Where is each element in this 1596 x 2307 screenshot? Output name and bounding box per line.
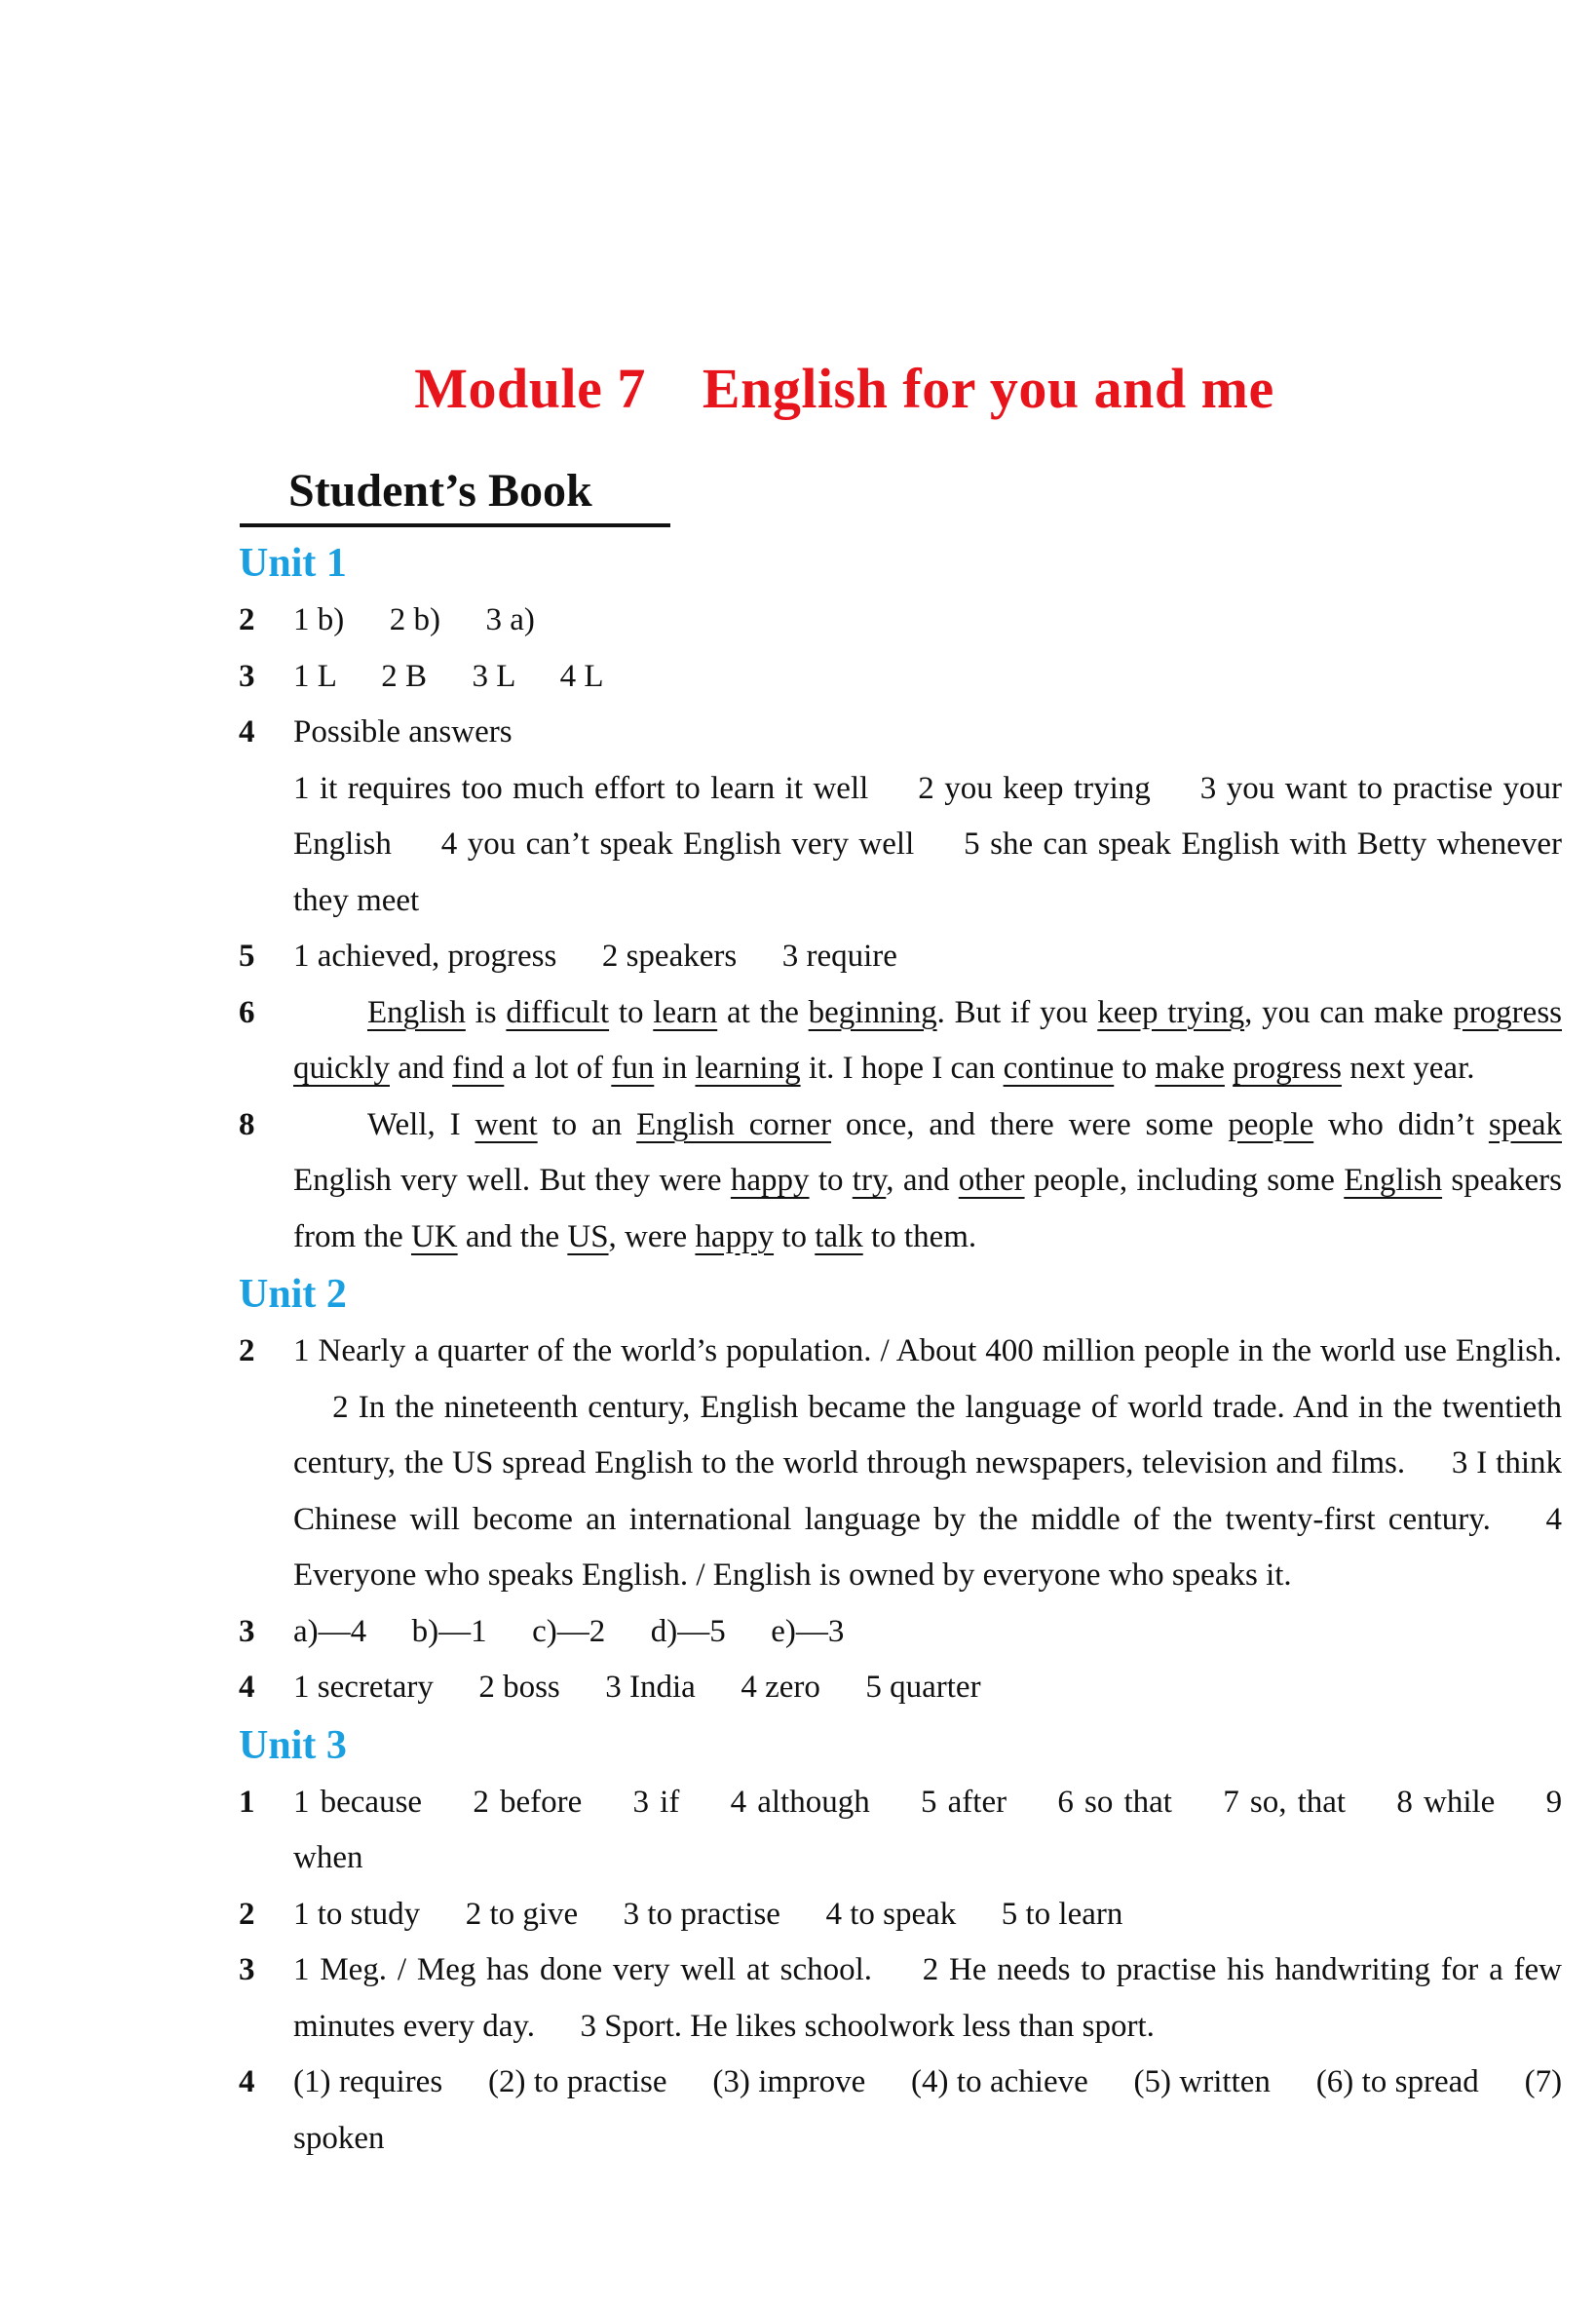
underlined-word: difficult — [506, 994, 610, 1030]
answer-part: 5 she can speak English with Betty whenever they meet — [293, 827, 1563, 918]
answer-part: 2 B — [381, 658, 427, 694]
answer-part: (2) to practise — [487, 2064, 667, 2099]
answer-content — [239, 534, 1562, 2167]
answer-part: 3 I think Chinese will become an international language by the middle of the twenty-first century. — [293, 1445, 1563, 1537]
answer-part: 1 achieved, progress — [293, 939, 557, 974]
answer-item — [239, 1660, 1562, 1716]
answer-part: 8 while — [1396, 1784, 1496, 1820]
underlined-word: try — [852, 1163, 887, 1198]
underlined-word: went — [475, 1106, 538, 1142]
text-segment: it. I hope I can — [800, 1051, 1004, 1086]
answer-part: 4 you can’t speak English very well — [440, 827, 915, 862]
underlined-word: people — [1228, 1106, 1314, 1142]
answer-part: 2 speakers — [601, 939, 738, 974]
underlined-word: US — [567, 1218, 609, 1254]
text-segment: English very well. But they were — [293, 1163, 731, 1198]
underlined-word: make — [1155, 1051, 1225, 1086]
answer-part: c)—2 — [532, 1613, 606, 1649]
answer-part: b)—1 — [411, 1613, 487, 1649]
answer-text — [293, 985, 1562, 1097]
answer-item — [239, 593, 1562, 649]
underlined-word: find — [452, 1051, 505, 1086]
text-segment: to an — [537, 1106, 637, 1142]
answer-text — [293, 1604, 1562, 1661]
answer-part: 2 In the nineteenth century, English became the language of world trade. And in the twentieth century, the US spread English to the world through newspapers, television and films. — [293, 1389, 1562, 1480]
text-segment: . But if you — [936, 994, 1098, 1030]
underlined-word: fun — [611, 1051, 655, 1086]
underlined-word: continue — [1003, 1051, 1115, 1086]
answer-part: 1 to study — [293, 1896, 421, 1932]
text-segment: to — [1114, 1051, 1156, 1086]
section-heading — [240, 464, 670, 527]
answer-part: (3) improve — [712, 2064, 866, 2099]
answer-item — [239, 2055, 1562, 2167]
section-heading-text: Student’s Book — [288, 465, 592, 517]
unit-section — [239, 1265, 1562, 1716]
answer-part: 1 because — [293, 1784, 423, 1820]
answer-part: e)—3 — [771, 1613, 845, 1649]
answer-part: (5) written — [1133, 2064, 1271, 2099]
answer-part: 5 after — [921, 1784, 1007, 1820]
answer-part: 3 Sport. He likes schoolwork less than sport. — [580, 2008, 1155, 2044]
answer-part: 4 L — [559, 658, 604, 694]
answer-part: 1 L — [293, 658, 336, 694]
underlined-word: UK — [410, 1218, 458, 1254]
module-title — [0, 356, 1596, 421]
module-number: Module 7 — [414, 357, 646, 420]
text-segment: to — [609, 994, 654, 1030]
question-number: 2 — [239, 1896, 255, 1932]
answer-text — [293, 593, 1562, 649]
answer-part: 3 if — [632, 1784, 680, 1820]
question-number: 6 — [239, 994, 255, 1030]
text-segment: once, and there were some — [831, 1106, 1229, 1142]
answer-part: 1 b) — [293, 602, 345, 637]
answer-text — [293, 929, 1562, 985]
answer-part: 2 before — [473, 1784, 583, 1820]
question-number: 4 — [239, 714, 255, 750]
answer-part: 2 He needs to practise his handwriting for a few minutes every day. — [293, 1952, 1563, 2044]
question-number: 5 — [239, 939, 255, 974]
unit-heading: Unit 3 — [239, 1722, 347, 1768]
underlined-word: talk — [815, 1218, 863, 1254]
question-number: 8 — [239, 1106, 255, 1142]
text-segment: , were — [608, 1218, 696, 1254]
answer-text — [293, 1775, 1562, 1887]
underlined-word: learning — [695, 1051, 801, 1086]
text-segment: to — [774, 1218, 816, 1254]
underlined-word: other — [958, 1163, 1025, 1198]
text-segment: and — [389, 1051, 453, 1086]
answer-part: 2 to give — [465, 1896, 579, 1932]
underlined-word: progress — [1233, 1051, 1342, 1086]
answer-text — [293, 705, 1562, 761]
answer-part: (4) to achieve — [911, 2064, 1088, 2099]
answer-item — [239, 761, 1562, 930]
answer-part: 4 Everyone who speaks English. / English is owned by everyone who speaks it. — [293, 1501, 1563, 1593]
question-number: 4 — [239, 1670, 255, 1705]
answer-item — [239, 1887, 1562, 1943]
answer-part: a)—4 — [293, 1613, 367, 1649]
answer-part: 3 L — [472, 658, 515, 694]
unit-section — [239, 1716, 1562, 2168]
text-segment: next year. — [1341, 1051, 1475, 1086]
answer-item — [239, 649, 1562, 706]
answer-part: 7 so, that — [1223, 1784, 1347, 1820]
answer-part: 5 to learn — [1001, 1896, 1123, 1932]
text-segment: and the — [457, 1218, 568, 1254]
text-segment: is — [465, 994, 507, 1030]
text-segment: speakers from the — [293, 1163, 1562, 1254]
unit-heading: Unit 1 — [239, 541, 347, 586]
answer-part: 9 when — [293, 1784, 1563, 1875]
answer-text — [293, 1097, 1562, 1266]
question-number: 2 — [239, 602, 255, 637]
answer-part: 1 Nearly a quarter of the world’s population. / About 400 million people in the world use English. — [293, 1333, 1562, 1368]
answer-part: 2 boss — [478, 1670, 560, 1705]
question-number: 2 — [239, 1333, 255, 1368]
text-segment: , you can make — [1244, 994, 1454, 1030]
answer-item — [239, 705, 1562, 761]
question-number: 3 — [239, 1613, 255, 1649]
underlined-word: progress — [1453, 994, 1562, 1030]
text-segment: , and — [886, 1163, 959, 1198]
answer-part: 4 zero — [741, 1670, 820, 1705]
underlined-word: learn — [653, 994, 718, 1030]
answer-part: 3 require — [781, 939, 897, 974]
question-number: 3 — [239, 658, 255, 694]
answer-item — [239, 1604, 1562, 1661]
answer-part: 3 India — [605, 1670, 696, 1705]
answer-text — [293, 649, 1562, 706]
answer-part: 3 you want to practise your English — [293, 770, 1563, 862]
answer-part: (6) to spread — [1315, 2064, 1479, 2099]
answer-part: 1 secretary — [293, 1670, 434, 1705]
underlined-word: English — [1344, 1163, 1443, 1198]
answer-item — [239, 1324, 1562, 1604]
text-segment: to — [809, 1163, 853, 1198]
underlined-word: quickly — [293, 1051, 390, 1086]
text-segment: who didn’t — [1313, 1106, 1489, 1142]
answer-part: (7) spoken — [293, 2064, 1563, 2156]
text-segment: to them. — [862, 1218, 977, 1254]
answer-part: 6 so that — [1057, 1784, 1172, 1820]
answer-part: 1 it requires too much effort to learn it well — [293, 770, 869, 806]
answer-text — [293, 1942, 1562, 2055]
underlined-word: keep trying — [1097, 994, 1245, 1030]
question-number: 3 — [239, 1952, 255, 1987]
underlined-word: English — [367, 994, 466, 1030]
answer-item — [239, 1775, 1562, 1887]
answer-part: 2 you keep trying — [918, 770, 1151, 806]
answer-part: 2 b) — [389, 602, 440, 637]
answer-item — [239, 1097, 1562, 1266]
answer-text — [293, 761, 1562, 930]
answer-item — [239, 1942, 1562, 2055]
answer-part: 5 quarter — [865, 1670, 981, 1705]
underlined-word: English corner — [636, 1106, 832, 1142]
text-segment: a lot of — [504, 1051, 612, 1086]
unit-section — [239, 534, 1562, 1265]
answer-text — [293, 1887, 1562, 1943]
unit-heading: Unit 2 — [239, 1272, 347, 1317]
text-segment: people, including some — [1024, 1163, 1345, 1198]
text-segment: Well, I — [367, 1106, 475, 1142]
text-segment — [1225, 1051, 1233, 1086]
underlined-word: happy — [695, 1218, 775, 1254]
answer-item — [239, 985, 1562, 1097]
answer-text — [293, 1660, 1562, 1716]
answer-part: 4 to speak — [825, 1896, 957, 1932]
text-segment: in — [654, 1051, 696, 1086]
underlined-word: beginning — [808, 994, 937, 1030]
answer-part: 3 a) — [485, 602, 535, 637]
module-name: English for you and me — [702, 357, 1274, 420]
question-number: 4 — [239, 2064, 255, 2099]
answer-part: 1 Meg. / Meg has done very well at school. — [293, 1952, 873, 1987]
answer-part: Possible answers — [293, 714, 513, 750]
answer-text — [293, 2055, 1562, 2167]
underlined-word: speak — [1488, 1106, 1563, 1142]
text-segment: at the — [717, 994, 809, 1030]
answer-item — [239, 929, 1562, 985]
question-number — [239, 761, 293, 930]
answer-part: d)—5 — [650, 1613, 726, 1649]
answer-part: (1) requires — [293, 2064, 443, 2099]
answer-part: 3 to practise — [623, 1896, 780, 1932]
answer-text — [293, 1324, 1562, 1604]
underlined-word: happy — [730, 1163, 810, 1198]
question-number: 1 — [239, 1784, 255, 1820]
answer-part: 4 although — [730, 1784, 870, 1820]
